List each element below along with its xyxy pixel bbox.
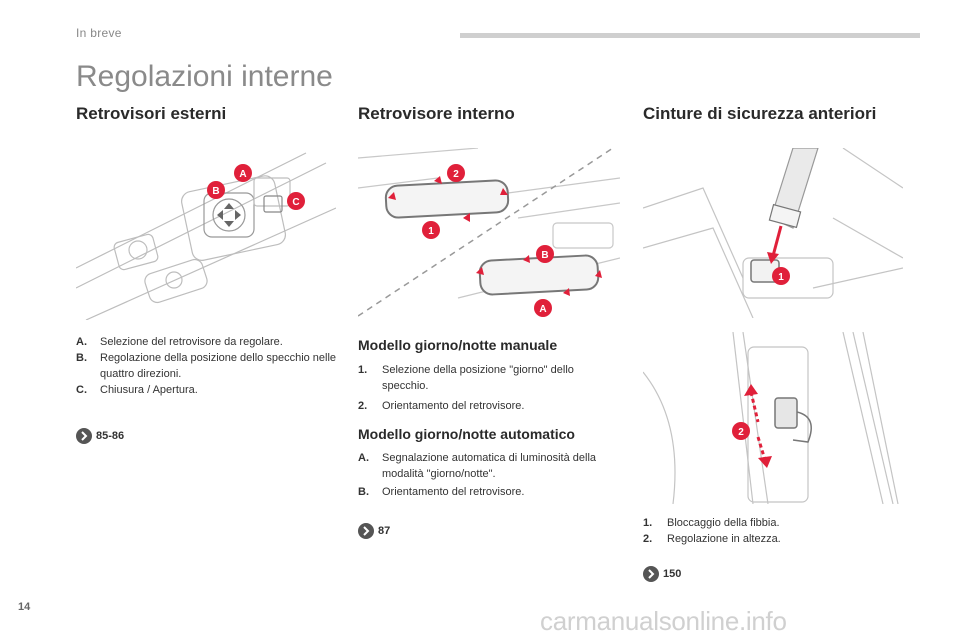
seatbelt-height-adjust-illustration xyxy=(643,332,903,504)
list-item: B. Orientamento del retrovisore. xyxy=(358,486,525,498)
list-item: 1. Selezione della posizione "giorno" dello specchio. xyxy=(358,364,574,392)
chevron-right-icon xyxy=(76,428,92,444)
section-title-interior-mirror: Retrovisore interno xyxy=(358,104,515,123)
callout-a-label: A xyxy=(239,169,247,180)
callout-b-label: B xyxy=(212,186,220,197)
interior-mirror-illustration xyxy=(358,148,620,320)
seatbelt-buckle-illustration xyxy=(643,148,903,318)
page-ref-label: 150 xyxy=(663,568,682,580)
callout-c-label: C xyxy=(292,197,300,208)
manual-model-title: Modello giorno/notte manuale xyxy=(358,337,558,353)
list-item: A. Selezione del retrovisore da regolare. xyxy=(76,336,283,348)
callout-b-label: B xyxy=(541,250,549,261)
section-title-front-seatbelts: Cinture di sicurezza anteriori xyxy=(643,104,877,123)
page-ref-link[interactable] xyxy=(358,523,390,539)
page-number: 14 xyxy=(18,601,31,613)
list-item: 2. Regolazione in altezza. xyxy=(643,533,781,545)
callout-2-label: 2 xyxy=(738,427,744,438)
list-item: B. Regolazione della posizione dello specchio nelle quattro direzioni. xyxy=(76,352,337,380)
page-title: Regolazioni interne xyxy=(76,60,333,93)
page-ref-link[interactable] xyxy=(643,566,681,582)
page-ref-label: 87 xyxy=(378,525,391,537)
chevron-right-icon xyxy=(643,566,659,582)
section-tag: In breve xyxy=(76,26,122,40)
list-item: C. Chiusura / Apertura. xyxy=(76,384,198,396)
list-item: A. Segnalazione automatica di luminosità della modalità "giorno/notte". xyxy=(358,452,597,480)
callout-1-label: 1 xyxy=(778,272,784,283)
header-divider xyxy=(460,33,920,38)
chevron-right-icon xyxy=(358,523,374,539)
list-item: 2. Orientamento del retrovisore. xyxy=(358,400,525,412)
page-ref-label: 85-86 xyxy=(96,430,125,442)
section-title-external-mirrors: Retrovisori esterni xyxy=(76,104,227,123)
list-item: 1. Bloccaggio della fibbia. xyxy=(643,517,780,529)
seatbelt-legend xyxy=(643,515,903,547)
door-mirror-control-illustration xyxy=(76,148,336,320)
external-mirror-legend xyxy=(76,334,344,398)
callout-2-label: 2 xyxy=(453,169,459,180)
automatic-model-legend xyxy=(358,450,620,500)
callout-1-label: 1 xyxy=(428,226,434,237)
page-ref-link[interactable] xyxy=(76,428,124,444)
automatic-model-title: Modello giorno/notte automatico xyxy=(358,426,575,442)
callout-a-label: A xyxy=(539,304,547,315)
manual-model-legend xyxy=(358,362,620,414)
watermark: carmanualsonline.info xyxy=(540,606,787,636)
